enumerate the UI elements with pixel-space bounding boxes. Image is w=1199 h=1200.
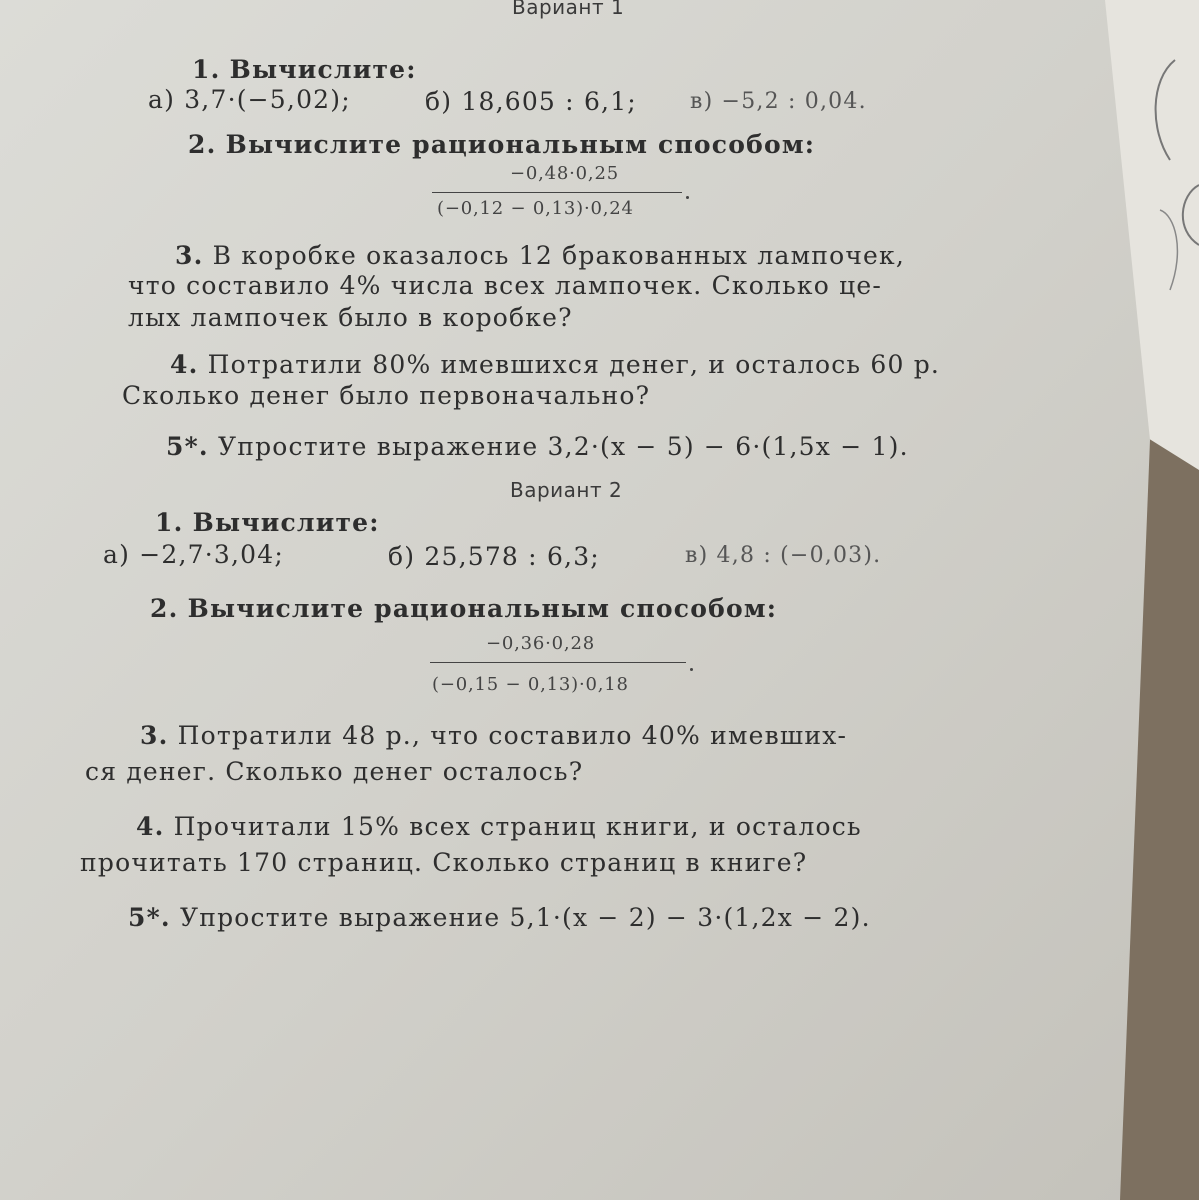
v2-task2-period bbox=[690, 668, 693, 671]
v2-task1-a: а) −2,7·3,04; bbox=[103, 540, 284, 569]
v1-task1-c: в) −5,2 : 0,04. bbox=[690, 89, 867, 114]
v2-task2-heading bbox=[150, 594, 777, 623]
v2-task5-number: 5*. bbox=[128, 903, 171, 932]
v1-task4-line1 bbox=[170, 350, 940, 379]
v2-task1-heading bbox=[155, 508, 380, 537]
v1-task2-fraction-bar bbox=[432, 192, 682, 193]
v1-task2-label: Вычислите рациональным способом: bbox=[225, 130, 816, 159]
v2-task4-number: 4. bbox=[136, 812, 165, 841]
v2-task1-c: в) 4,8 : (−0,03). bbox=[685, 543, 882, 568]
v2-task4-line2: прочитать 170 страниц. Сколько страниц в книге? bbox=[80, 848, 808, 877]
v1-task2-denominator: (−0,12 − 0,13)·0,24 bbox=[437, 198, 634, 219]
v2-task2-label: Вычислите рациональным способом: bbox=[187, 594, 778, 623]
v1-task1-heading bbox=[192, 55, 417, 84]
v1-task3-line1 bbox=[175, 241, 905, 270]
v1-task5-number: 5*. bbox=[166, 432, 209, 461]
v2-task2-denominator: (−0,15 − 0,13)·0,18 bbox=[432, 674, 629, 695]
v2-task3-line2: ся денег. Сколько денег осталось? bbox=[85, 757, 584, 786]
v2-task3-number: 3. bbox=[140, 721, 169, 750]
v2-task4-line1 bbox=[136, 812, 862, 841]
v1-task1-number: 1. bbox=[192, 55, 221, 84]
v1-task2-period bbox=[686, 196, 689, 199]
v1-task2-heading bbox=[188, 130, 815, 159]
v2-task2-number: 2. bbox=[150, 594, 179, 623]
v2-task5 bbox=[128, 903, 871, 932]
v2-task2-numerator: −0,36·0,28 bbox=[486, 633, 595, 654]
v1-task5-text: Упростите выражение 3,2·(x − 5) − 6·(1,5x − 1). bbox=[217, 432, 909, 461]
variant1-title: Вариант 1 bbox=[512, 0, 625, 19]
v2-task5-text: Упростите выражение 5,1·(x − 2) − 3·(1,2x − 2). bbox=[179, 903, 871, 932]
v1-task3-line3: лых лампочек было в коробке? bbox=[128, 303, 573, 332]
v1-task3-line2: что составило 4% числа всех лампочек. Сколько це- bbox=[128, 271, 883, 300]
v1-task2-number: 2. bbox=[188, 130, 217, 159]
v2-task3-text1: Потратили 48 р., что составило 40% имевших- bbox=[177, 721, 848, 750]
v2-task2-fraction-bar bbox=[430, 662, 686, 663]
variant2-title: Вариант 2 bbox=[510, 478, 623, 502]
v1-task4-number: 4. bbox=[170, 350, 199, 379]
v2-task1-b: б) 25,578 : 6,3; bbox=[388, 542, 600, 571]
v1-task4-text1: Потратили 80% имевшихся денег, и осталось 60 р. bbox=[207, 350, 941, 379]
v1-task1-a: а) 3,7·(−5,02); bbox=[148, 85, 351, 114]
v2-task1-label: Вычислите: bbox=[192, 508, 380, 537]
v2-task1-number: 1. bbox=[155, 508, 184, 537]
v1-task1-label: Вычислите: bbox=[229, 55, 417, 84]
v1-task1-b: б) 18,605 : 6,1; bbox=[425, 87, 637, 116]
v1-task4-line2: Сколько денег было первоначально? bbox=[122, 381, 651, 410]
v1-task2-numerator: −0,48·0,25 bbox=[510, 163, 619, 184]
v2-task3-line1 bbox=[140, 721, 847, 750]
v1-task5 bbox=[166, 432, 909, 461]
v1-task3-number: 3. bbox=[175, 241, 204, 270]
v2-task4-text1: Прочитали 15% всех страниц книги, и осталось bbox=[173, 812, 862, 841]
v1-task3-text1: В коробке оказалось 12 бракованных лампочек, bbox=[212, 241, 906, 270]
